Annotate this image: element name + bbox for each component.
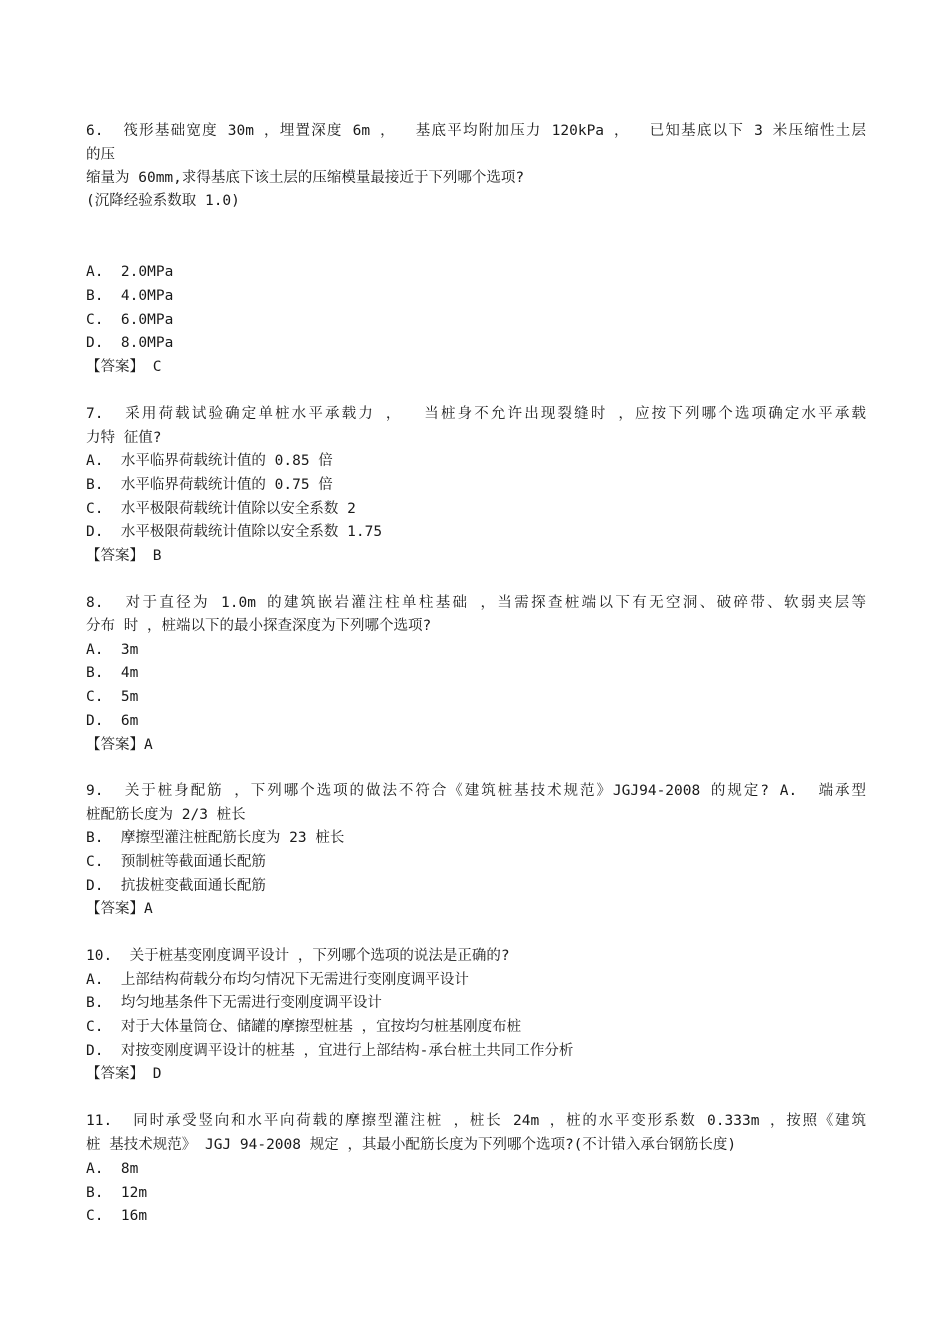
question-text: 力特 征值? [86,430,162,446]
answer: 【答案】 C [86,359,162,375]
option-b: B. 摩擦型灌注桩配筋长度为 23 桩长 [86,830,345,846]
option-a: A. 8m [86,1161,139,1177]
option-d: D. 水平极限荷载统计值除以安全系数 1.75 [86,524,383,540]
question-text: 的压 [86,147,115,163]
option-a: A. 2.0MPa [86,264,174,280]
answer: 【答案】 B [86,548,162,564]
question-text: 8. 对于直径为 1.0m 的建筑嵌岩灌注柱单柱基础 ，当需探查桩端以下有无空洞、破碎带、软弱夹层等 [86,595,866,611]
option-c: C. 对于大体量筒仓、储罐的摩擦型桩基 ，宜按均匀桩基刚度布桩 [86,1019,522,1035]
option-d: D. 对按变刚度调平设计的桩基 ，宜进行上部结构-承台桩土共同工作分析 [86,1043,574,1059]
answer: 【答案】A [86,737,153,753]
option-b: B. 均匀地基条件下无需进行变刚度调平设计 [86,995,382,1011]
option-d: D. 8.0MPa [86,335,174,351]
question-text: 6. 筏形基础宽度 30m ，埋置深度 6m ， 基底平均附加压力 120kPa ， 已知基底以下 3 米压缩性土层 [86,123,866,139]
question-text: 7. 采用荷载试验确定单桩水平承载力 ， 当桩身不允许出现裂缝时 ，应按下列哪个选项确定水平承载 [86,406,866,422]
option-c: C. 预制桩等截面通长配筋 [86,854,266,870]
option-b: B. 4m [86,665,139,681]
option-b: B. 4.0MPa [86,288,174,304]
question-text: 10. 关于桩基变刚度调平设计 ，下列哪个选项的说法是正确的? [86,948,510,964]
question-text: 分布 时 ，桩端以下的最小探查深度为下列哪个选项? [86,618,432,634]
option-c: C. 水平极限荷载统计值除以安全系数 2 [86,501,356,517]
question-text: 桩 基技术规范》 JGJ 94-2008 规定 ，其最小配筋长度为下列哪个选项?(不计错入承台钢筋长度) [86,1137,737,1153]
option-a: A. 水平临界荷载统计值的 0.85 倍 [86,453,333,469]
answer: 【答案】A [86,901,153,917]
option-a: A. 上部结构荷载分布均匀情况下无需进行变刚度调平设计 [86,972,469,988]
option-c: C. 16m [86,1208,148,1224]
option-d: D. 6m [86,713,139,729]
option-b: B. 水平临界荷载统计值的 0.75 倍 [86,477,333,493]
question-text: 缩量为 60mm,求得基底下该土层的压缩模量最接近于下列哪个选项? [86,170,525,186]
answer: 【答案】 D [86,1066,162,1082]
option-d: D. 抗拔桩变截面通长配筋 [86,878,266,894]
option-a: A. 3m [86,642,139,658]
option-b: B. 12m [86,1185,148,1201]
question-text: 11. 同时承受竖向和水平向荷载的摩擦型灌注桩 ，桩长 24m ，桩的水平变形系数 0.333m ，按照《建筑 [86,1113,866,1129]
question-text: 桩配筋长度为 2/3 桩长 [86,807,246,823]
question-text: 9. 关于桩身配筋 ，下列哪个选项的做法不符合《建筑桩基技术规范》JGJ94-2008 的规定? A. 端承型 [86,783,866,799]
option-c: C. 6.0MPa [86,312,174,328]
question-text: (沉降经验系数取 1.0) [86,193,240,209]
option-c: C. 5m [86,689,139,705]
